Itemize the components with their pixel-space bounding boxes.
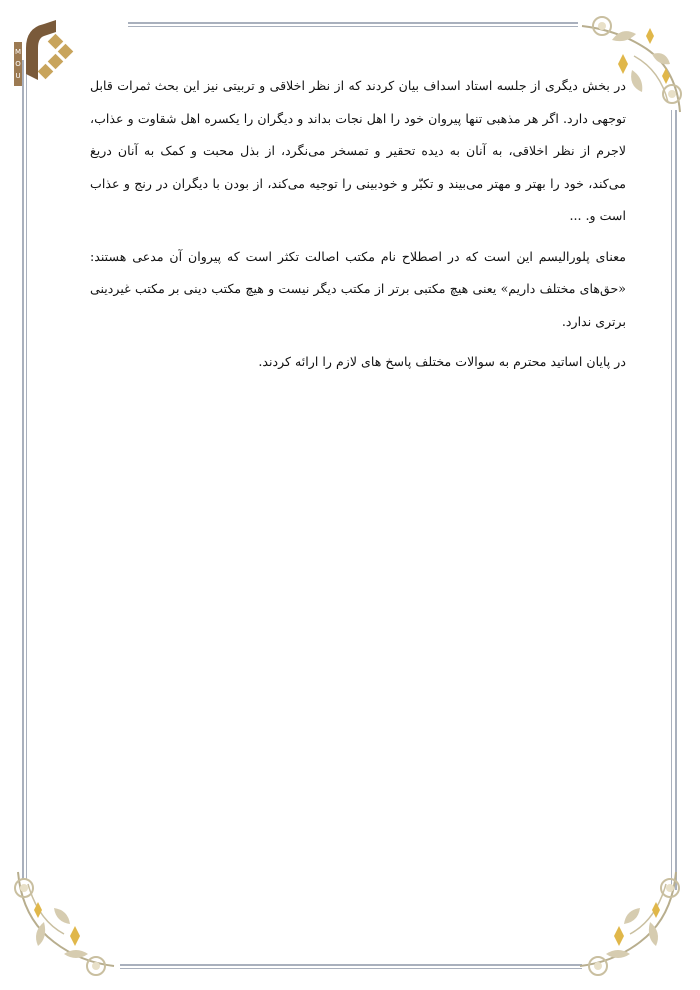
frame-left-line [22,60,24,880]
logo-letter-u: U [15,72,21,80]
frame-top-line-inner [128,26,578,27]
logo-letter-m: M [14,48,22,56]
university-logo-icon [10,14,76,88]
frame-right-line [675,110,677,890]
logo-letter-o: O [15,60,21,68]
floral-corner-ornament-icon [572,862,690,980]
paragraph-closing: در پایان اساتید محترم به سوالات مختلف پاسخ های لازم را ارائه کردند. [258,354,626,369]
paragraph-pluralism: معنای پلورالیسم این است که در اصطلاح نام مکتب اصالت تکثر است که پیروان آن مدعی هستند: «حق‌های مختلف داریم» یعنی هیچ مکتبی برتر از مکتب دیگر نیست و هیچ مکتب دینی بر مکتب غیردینی برتری ندارد. [90,248,626,329]
frame-bottom-line [120,964,582,966]
frame-left-line-inner [26,60,27,880]
frame-right-line-inner [671,110,672,890]
frame-bottom-line-inner [120,968,582,969]
frame-top-line [128,22,578,24]
floral-corner-ornament-icon [4,862,122,980]
paragraph-ethics: در بخش دیگری از جلسه استاد اسداف بیان کردند که از نظر اخلاقی و تربیتی نیز این بحث ثمرات قابل توجهی دارد. اگر هر مذهبی تنها پیروان خود را اهل نجات بداند و دیگران را یکسره اهل شقاوت و عذاب، لاجرم از نظر اخلاقی، به آنان به دیده تحقیر و تمسخر می‌نگرد، از بذل محبت و کمک به آنان دریغ می‌کند، خود را بهتر و مهتر می‌بیند و تکبّر و خودبینی را توجیه می‌کند، از بودن با دیگران در رنج و عذاب است و. ... [90,78,626,223]
article-body [90,70,626,387]
